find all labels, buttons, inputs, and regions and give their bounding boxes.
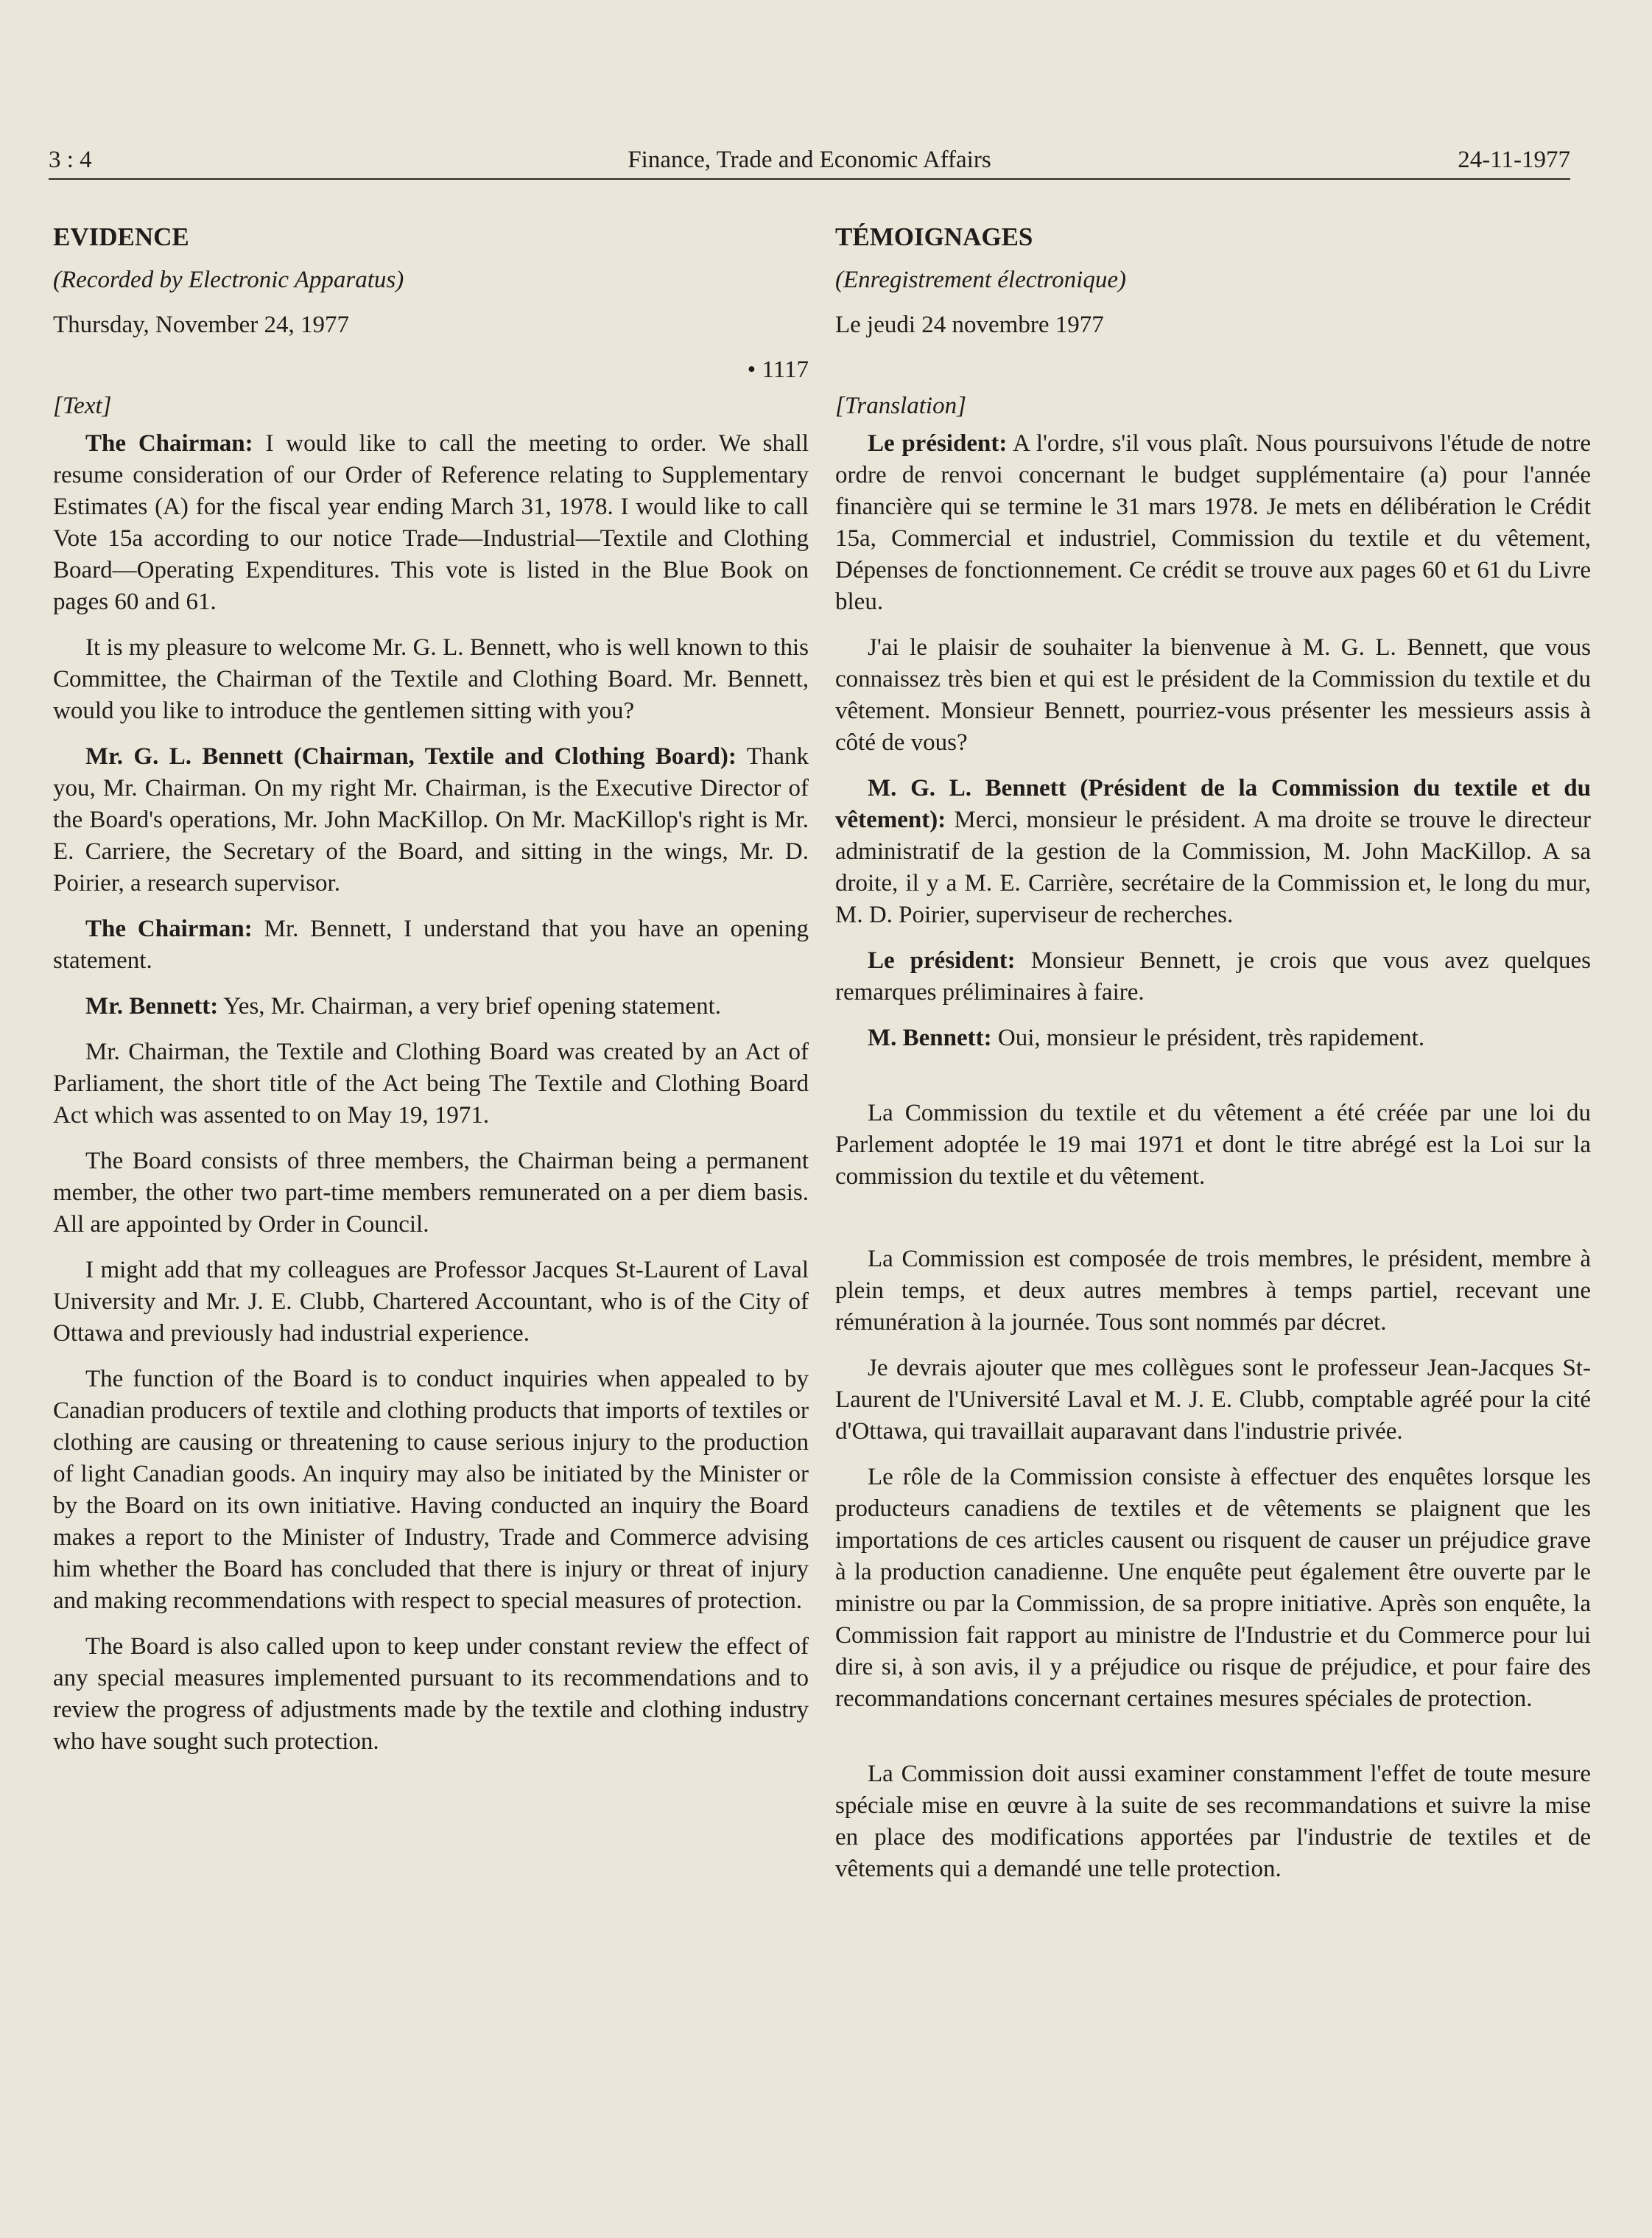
paragraph (53, 428, 809, 618)
time-marker: • 1117 (747, 357, 809, 383)
temoignages-heading: TÉMOIGNAGES (835, 222, 1033, 251)
text-tag: [Text] (53, 393, 112, 419)
paragraph (53, 741, 809, 899)
speaker-label: M. Bennett: (868, 1025, 992, 1051)
meeting-date: Le jeudi 24 novembre 1977 (835, 312, 1104, 338)
speaker-label: Mr. Bennett: (85, 993, 219, 1020)
header-date: 24-11-1977 (1458, 147, 1570, 173)
recording-note: (Recorded by Electronic Apparatus) (53, 267, 404, 293)
paragraph-text: I would like to call the meeting to order. We shall resume consideration of our Order of Reference relating to Supplementary Estimates (A) for the fiscal year ending March 31, 1978. I would like to call Vote 15a according to our notice Trade—Industrial—Textile and Clothing Board—Operating Expenditures. This vote is listed in the Blue Book on pages 60 and 61. (53, 430, 809, 615)
paragraph: Je devrais ajouter que mes collègues sont le professeur Jean-Jacques St-Laurent de l'Université Laval et M. J. E. Clubb, comptable agréé pour la cité d'Ottawa, qui travaillait auparavant dans l'industrie privée. (835, 1355, 1591, 1445)
paragraph: The Board is also called upon to keep under constant review the effect of any special measures implemented pursuant to its recommendations and to review the progress of adjustments made by the textile and clothing industry who have sought such protection. (53, 1633, 809, 1755)
paragraph (835, 1022, 1591, 1054)
paragraph: Le rôle de la Commission consiste à effectuer des enquêtes lorsque les producteurs canadiens de textiles et de vêtements se plaignent que les importations de ces articles causent ou risquent de causer un préjudice grave à la production canadienne. Une enquête peut également être ouverte par le ministre ou par la Commission, de sa propre initiative. Après son enquête, la Commission fait rapport au ministre de l'Industrie et du Commerce pour lui dire si, à son avis, il y a préjudice ou risque de préjudice, et pour faire des recommandations concernant certaines mesures spéciales de protection. (835, 1464, 1591, 1712)
paragraph: The function of the Board is to conduct inquiries when appealed to by Canadian producers of textile and clothing products that imports of textiles or clothing are causing or threatening to cause serious injury to the production of light Canadian goods. An inquiry may also be initiated by the Minister or by the Board on its own initiative. Having conducted an inquiry the Board makes a report to the Minister of Industry, Trade and Commerce advising him whether the Board has concluded that there is injury or threat of injury and making recommendations with respect to special measures of protection. (53, 1366, 809, 1614)
paragraph: The Board consists of three members, the Chairman being a permanent member, the other two part-time members remunerated on a per diem basis. All are appointed by Order in Council. (53, 1148, 809, 1238)
paragraph: Mr. Chairman, the Textile and Clothing Board was created by an Act of Parliament, the short title of the Act being The Textile and Clothing Board Act which was assented to on May 19, 1971. (53, 1039, 809, 1129)
page-header (49, 144, 1570, 180)
spacer (835, 1729, 1591, 1758)
time-marker-spacer (835, 354, 1591, 386)
english-column (53, 221, 809, 1772)
paragraph: I might add that my colleagues are Professor Jacques St-Laurent of Laval University and Mr. J. E. Clubb, Chartered Accountant, who is of the City of Ottawa and previously had industrial experience. (53, 1257, 809, 1347)
paragraph (835, 945, 1591, 1008)
paragraph (53, 913, 809, 977)
speaker-label: Le président: (868, 430, 1008, 457)
paragraph: It is my pleasure to welcome Mr. G. L. Bennett, who is well known to this Committee, the Chairman of the Textile and Clothing Board. Mr. Bennett, would you like to introduce the gentlemen sitting with you? (53, 634, 809, 724)
paragraph: La Commission du textile et du vêtement a été créée par une loi du Parlement adoptée le 19 mai 1971 et dont le titre abrégé est la Loi sur la commission du textile et du vêtement. (835, 1100, 1591, 1190)
paragraph-text: Monsieur Bennett, je crois que vous avez quelques remarques préliminaires à faire. (835, 947, 1592, 1006)
spacer (835, 1068, 1591, 1098)
paragraph (835, 428, 1591, 618)
paragraph: J'ai le plaisir de souhaiter la bienvenue à M. G. L. Bennett, que vous connaissez très bien et qui est le président de la Commission du textile et du vêtement. Monsieur Bennett, pourriez-vous présenter les messieurs assis à côté de vous? (835, 634, 1591, 756)
paragraph-text: Thank you, Mr. Chairman. On my right Mr. Chairman, is the Executive Director of the Board's operations, Mr. John MacKillop. On Mr. MacKillop's right is Mr. E. Carriere, the Secretary of the Board, and sitting in the wings, Mr. D. Poirier, a research supervisor. (53, 743, 809, 897)
paragraph-text: Yes, Mr. Chairman, a very brief opening statement. (218, 993, 722, 1020)
paragraph-text: Merci, monsieur le président. A ma droite se trouve le directeur administratif de la gestion de la Commission, M. John MacKillop. A sa droite, il y a M. E. Carrière, secrétaire de la Commission et, le long du mur, M. D. Poirier, superviseur de recherches. (835, 807, 1591, 928)
speaker-label: The Chairman: (85, 430, 253, 457)
french-column (835, 221, 1591, 1899)
paragraph: La Commission doit aussi examiner constamment l'effet de toute mesure spéciale mise en œuvre à la suite de ses recommandations et suivre la mise en place des modifications apportées par l'industrie de textiles et de vêtements qui a demandé une telle protection. (835, 1761, 1591, 1882)
evidence-heading: EVIDENCE (53, 222, 189, 251)
page-number: 3 : 4 (49, 147, 92, 173)
spacer (835, 1207, 1591, 1243)
recording-note: (Enregistrement électronique) (835, 267, 1126, 293)
paragraph: La Commission est composée de trois membres, le président, membre à plein temps, et deux autres membres à temps partiel, recevant une rémunération à la journée. Tous sont nommés par décret. (835, 1246, 1591, 1336)
running-title: Finance, Trade and Economic Affairs (628, 147, 991, 173)
speaker-label: The Chairman: (85, 916, 253, 942)
meeting-date: Thursday, November 24, 1977 (53, 312, 350, 338)
paragraph-text: Oui, monsieur le président, très rapidement. (991, 1025, 1425, 1051)
paragraph-text: A l'ordre, s'il vous plaît. Nous poursuivons l'étude de notre ordre de renvoi concernant le budget supplémentaire (a) pour l'année financière qui se termine le 31 mars 1978. Je mets en délibération le Crédit 15a, Commercial et industriel, Commission du textile et du vêtement, Dépenses de fonctionnement. Ce crédit se trouve aux pages 60 et 61 du Livre bleu. (835, 430, 1591, 615)
paragraph (53, 991, 809, 1022)
speaker-label: Mr. G. L. Bennett (Chairman, Textile and Clothing Board): (85, 743, 737, 770)
speaker-label: Le président: (868, 947, 1016, 974)
speaker-label: M. G. L. Bennett (Président de la Commission du textile et du vêtement): (835, 775, 1591, 833)
paragraph (835, 773, 1591, 931)
paragraph-text: Mr. Bennett, I understand that you have an opening statement. (53, 916, 809, 974)
translation-tag: [Translation] (835, 393, 966, 419)
